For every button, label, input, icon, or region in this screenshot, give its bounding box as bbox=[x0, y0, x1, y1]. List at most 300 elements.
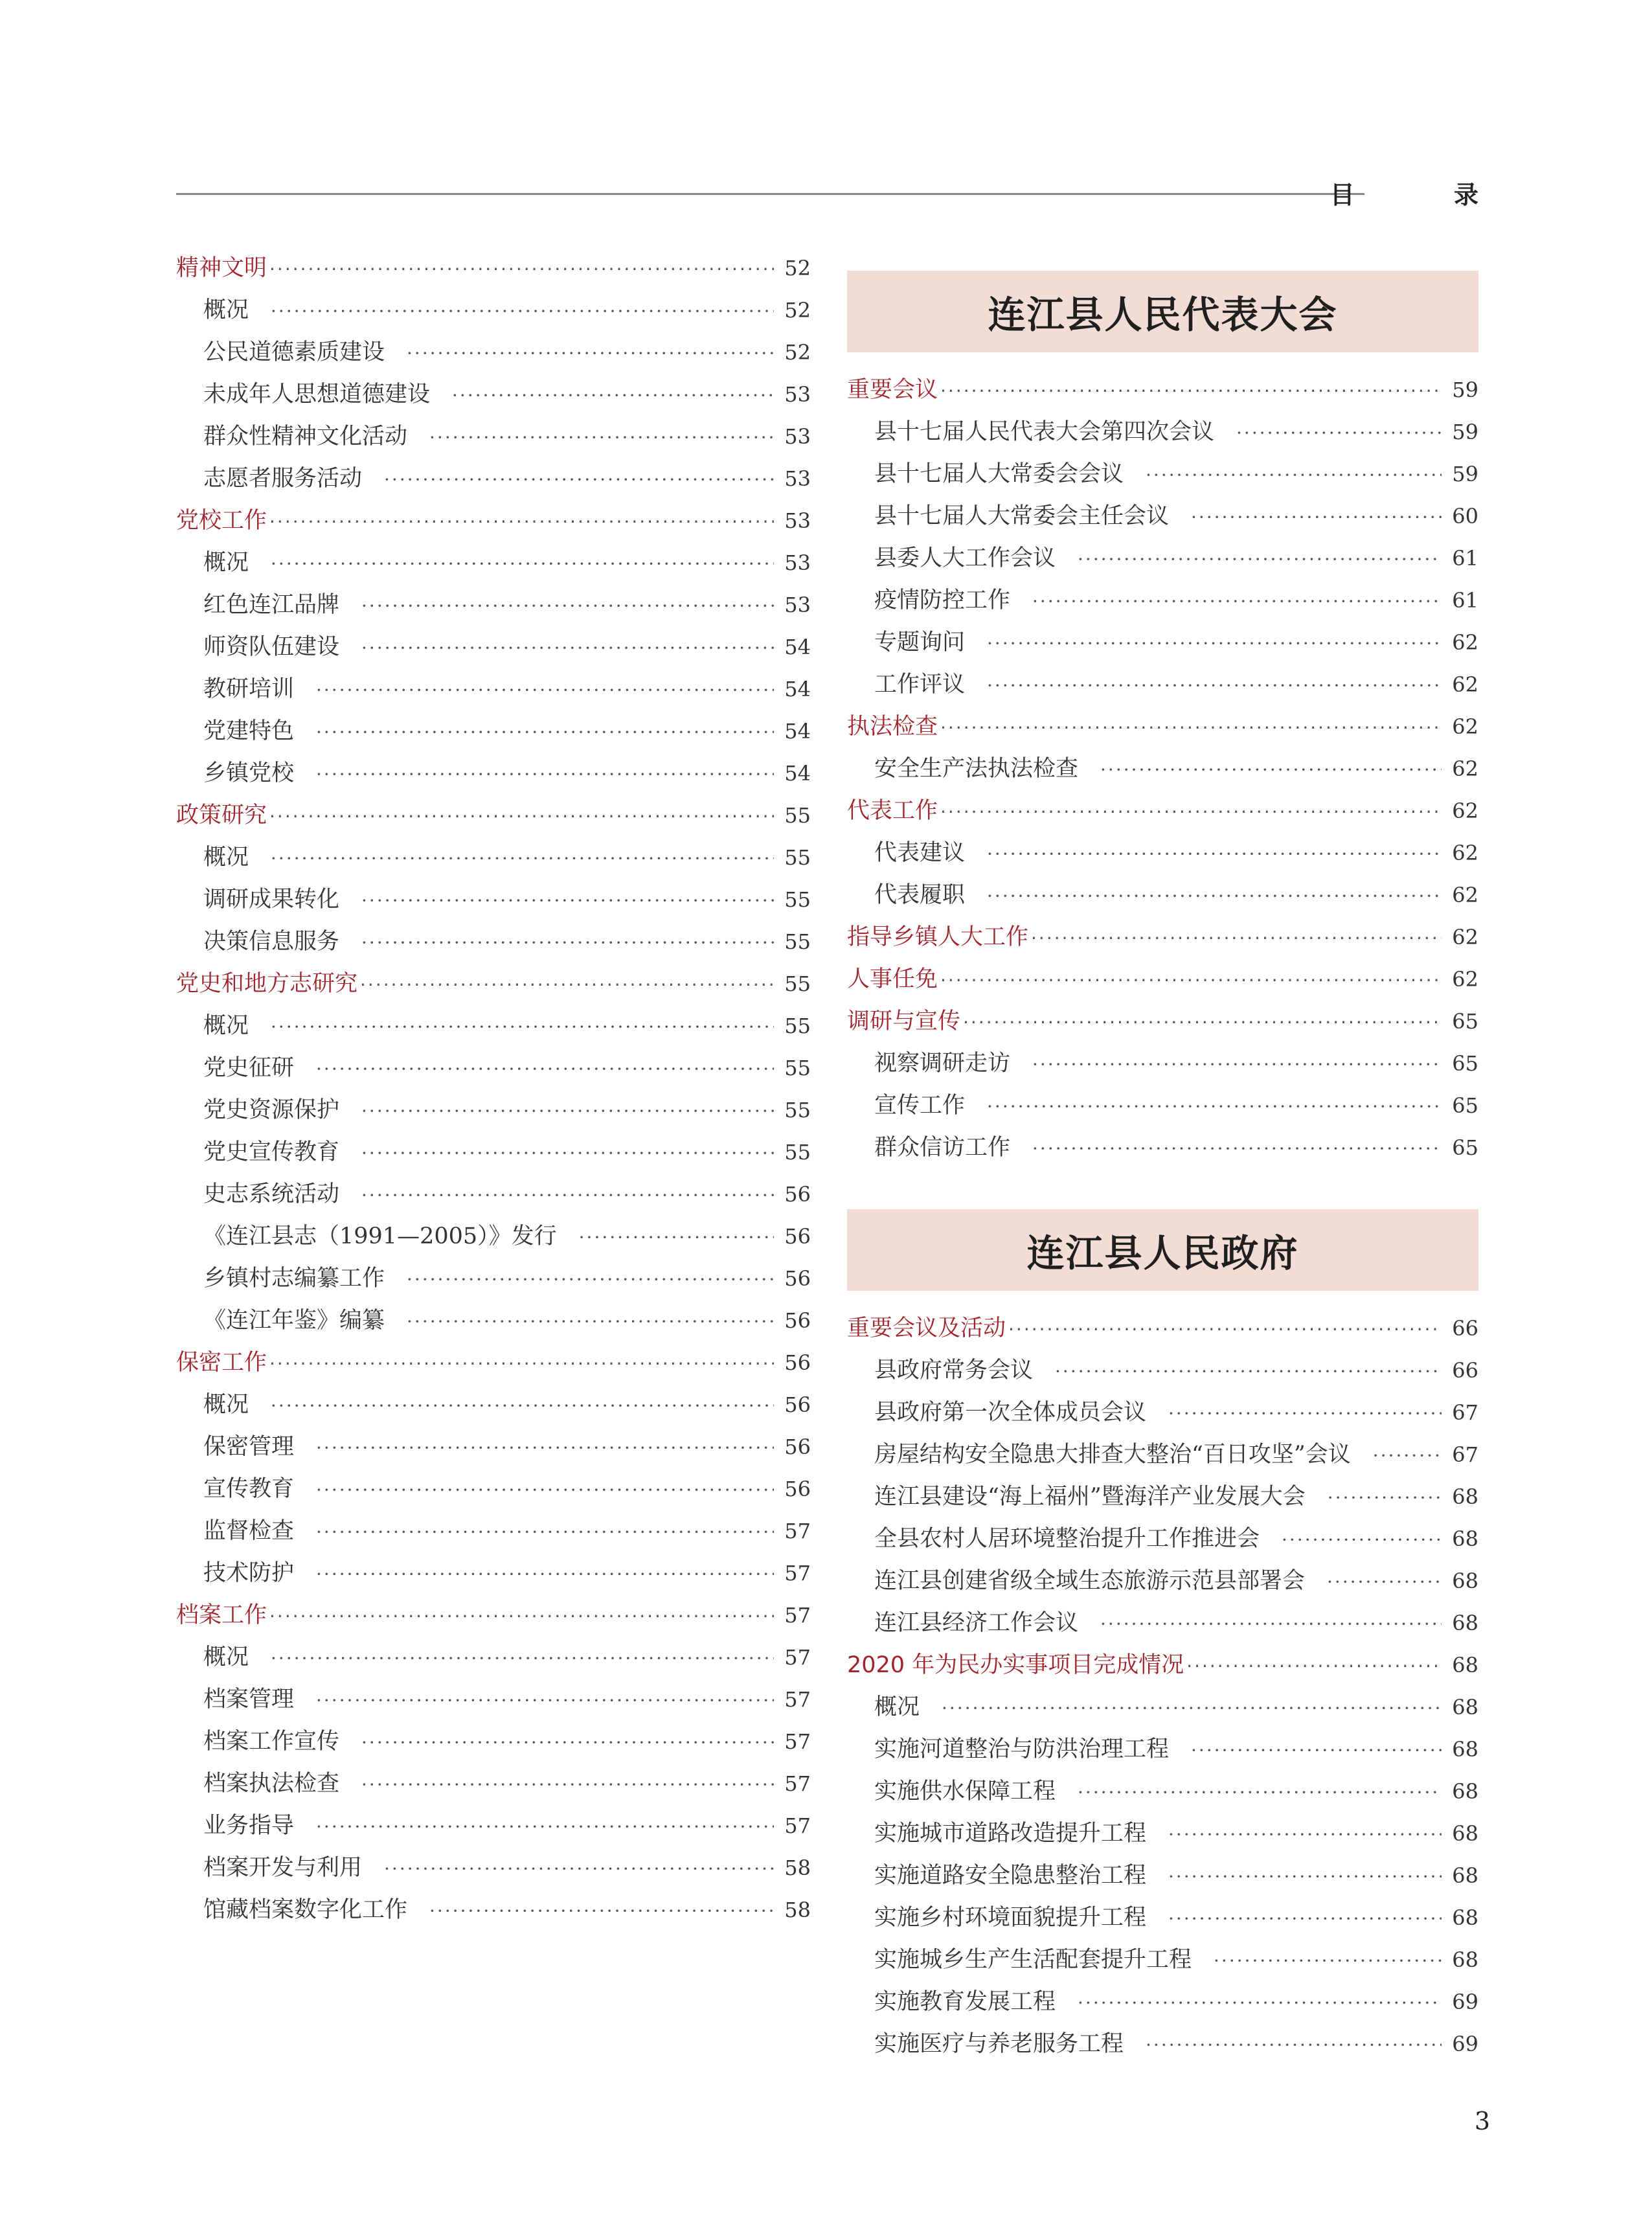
toc-item-entry[interactable] bbox=[176, 584, 811, 626]
dot-leader bbox=[361, 1174, 774, 1216]
dot-leader bbox=[269, 1595, 774, 1637]
toc-page-number: 68 bbox=[1452, 1569, 1478, 1593]
dot-leader bbox=[1168, 1856, 1442, 1898]
dot-leader bbox=[361, 1132, 774, 1174]
dot-leader bbox=[1282, 1519, 1442, 1561]
toc-page-number: 53 bbox=[784, 466, 811, 491]
toc-entry-label: 《连江县志（1991—2005）》发行 bbox=[203, 1223, 557, 1249]
dot-leader bbox=[1008, 1308, 1442, 1350]
toc-entry-label: 党史和地方志研究 bbox=[176, 971, 358, 997]
dot-leader bbox=[1031, 917, 1442, 959]
toc-entry-label: 连江县建设“海上福州”暨海洋产业发展大会 bbox=[874, 1484, 1306, 1510]
toc-page-number: 67 bbox=[1452, 1442, 1478, 1467]
toc-page-number: 55 bbox=[784, 1140, 811, 1164]
toc-item-entry[interactable] bbox=[176, 1131, 811, 1174]
toc-item-entry[interactable] bbox=[847, 1855, 1478, 1897]
toc-page-number: 68 bbox=[1452, 1527, 1478, 1551]
toc-item-entry[interactable] bbox=[847, 1729, 1478, 1771]
toc-page-number: 56 bbox=[784, 1350, 811, 1375]
toc-entry-label: 保密工作 bbox=[176, 1350, 267, 1376]
toc-entry-label: 乡镇村志编纂工作 bbox=[203, 1266, 385, 1291]
toc-page-number: 54 bbox=[784, 719, 811, 744]
toc-entry-label: 精神文明 bbox=[176, 255, 267, 281]
toc-item-entry[interactable] bbox=[847, 1771, 1478, 1813]
toc-entry-label: 红色连江品牌 bbox=[203, 592, 340, 618]
toc-item-entry[interactable] bbox=[847, 580, 1478, 622]
toc-entry-label: 党史宣传教育 bbox=[203, 1139, 340, 1165]
dot-leader bbox=[1146, 2024, 1442, 2066]
toc-entry-label: 房屋结构安全隐患大排查大整治“百日攻坚”会议 bbox=[874, 1442, 1351, 1468]
toc-item-entry[interactable] bbox=[176, 1679, 811, 1721]
dot-leader bbox=[987, 875, 1442, 917]
toc-item-entry[interactable] bbox=[847, 1127, 1478, 1169]
toc-item-entry[interactable] bbox=[847, 1687, 1478, 1729]
toc-page-number: 57 bbox=[784, 1813, 811, 1838]
toc-item-entry[interactable] bbox=[847, 1434, 1478, 1476]
dot-leader bbox=[1078, 538, 1442, 580]
toc-page-number: 57 bbox=[784, 1519, 811, 1543]
toc-page-number: 58 bbox=[784, 1898, 811, 1922]
dot-leader bbox=[269, 1343, 774, 1385]
dot-leader bbox=[1191, 1729, 1442, 1771]
toc-entry-label: 未成年人思想道德建设 bbox=[203, 381, 431, 407]
toc-group-congress bbox=[847, 369, 1478, 1169]
toc-page-number: 57 bbox=[784, 1645, 811, 1670]
toc-entry-label: 实施道路安全隐患整治工程 bbox=[874, 1863, 1147, 1889]
dot-leader bbox=[987, 1085, 1442, 1128]
toc-item-entry[interactable] bbox=[176, 1426, 811, 1468]
toc-entry-label: 概况 bbox=[203, 845, 249, 870]
toc-entry-label: 公民道德素质建设 bbox=[203, 339, 385, 365]
toc-page-number: 66 bbox=[1452, 1316, 1478, 1341]
toc-item-entry[interactable] bbox=[176, 290, 811, 332]
dot-leader bbox=[1168, 1898, 1442, 1940]
toc-entry-label: 教研培训 bbox=[203, 676, 295, 702]
dot-leader bbox=[452, 374, 774, 416]
toc-entry-label: 安全生产法执法检查 bbox=[874, 756, 1079, 782]
dot-leader bbox=[269, 795, 774, 837]
dot-leader bbox=[361, 1090, 774, 1132]
toc-item-entry[interactable] bbox=[847, 1085, 1478, 1127]
toc-page-number: 56 bbox=[784, 1224, 811, 1249]
toc-item-entry[interactable] bbox=[176, 879, 811, 921]
dot-leader bbox=[384, 459, 774, 501]
toc-entry-label: 县十七届人大常委会会议 bbox=[874, 461, 1124, 487]
toc-item-entry[interactable] bbox=[847, 748, 1478, 790]
toc-section-entry[interactable] bbox=[176, 795, 811, 837]
dot-leader bbox=[407, 1258, 774, 1300]
toc-page-number: 68 bbox=[1452, 1948, 1478, 1972]
toc-item-entry[interactable] bbox=[176, 1468, 811, 1510]
toc-item-entry[interactable] bbox=[176, 1889, 811, 1931]
dot-leader bbox=[384, 1848, 774, 1890]
toc-entry-label: 连江县经济工作会议 bbox=[874, 1610, 1079, 1636]
dot-leader bbox=[271, 1637, 774, 1679]
toc-entry-label: 实施城市道路改造提升工程 bbox=[874, 1821, 1147, 1846]
toc-entry-label: 概况 bbox=[203, 1013, 249, 1039]
toc-section-entry[interactable] bbox=[847, 959, 1478, 1001]
toc-page-number: 56 bbox=[784, 1392, 811, 1417]
toc-page-number: 55 bbox=[784, 887, 811, 912]
toc-item-entry[interactable] bbox=[847, 1939, 1478, 1981]
toc-entry-label: 档案工作宣传 bbox=[203, 1729, 340, 1755]
toc-item-entry[interactable] bbox=[176, 710, 811, 753]
toc-page-number: 55 bbox=[784, 1056, 811, 1080]
header-title: 目 录 bbox=[1330, 180, 1524, 209]
toc-page-number: 68 bbox=[1452, 1779, 1478, 1804]
dot-leader bbox=[361, 585, 774, 627]
toc-entry-label: 实施供水保障工程 bbox=[874, 1778, 1056, 1804]
dot-leader bbox=[429, 1890, 774, 1932]
toc-section-entry[interactable] bbox=[176, 500, 811, 542]
toc-entry-label: 档案开发与利用 bbox=[203, 1855, 363, 1881]
toc-item-entry[interactable] bbox=[847, 411, 1478, 453]
toc-entry-label: 群众信访工作 bbox=[874, 1135, 1011, 1161]
toc-entry-label: 代表建议 bbox=[874, 840, 966, 866]
toc-entry-label: 政策研究 bbox=[176, 802, 267, 828]
dot-leader bbox=[1236, 412, 1442, 454]
toc-page-number: 69 bbox=[1452, 1990, 1478, 2014]
toc-entry-label: 党史资源保护 bbox=[203, 1097, 340, 1123]
dot-leader bbox=[1168, 1813, 1442, 1856]
toc-entry-label: 工作评议 bbox=[874, 672, 966, 698]
toc-section-entry[interactable] bbox=[847, 369, 1478, 411]
dot-leader bbox=[361, 880, 774, 922]
toc-item-entry[interactable] bbox=[176, 1258, 811, 1300]
section-banner-government: 连江县人民政府 bbox=[847, 1209, 1478, 1291]
toc-item-entry[interactable] bbox=[847, 1043, 1478, 1085]
dot-leader bbox=[1191, 496, 1442, 538]
toc-section-entry[interactable] bbox=[847, 790, 1478, 832]
toc-item-entry[interactable] bbox=[847, 1350, 1478, 1392]
toc-item-entry[interactable] bbox=[847, 1476, 1478, 1518]
toc-page-number: 61 bbox=[1452, 546, 1478, 571]
toc-entry-label: 疫情防控工作 bbox=[874, 587, 1011, 613]
toc-item-entry[interactable] bbox=[176, 1721, 811, 1763]
toc-page-number: 66 bbox=[1452, 1358, 1478, 1383]
toc-item-entry[interactable] bbox=[176, 1510, 811, 1552]
toc-page-number: 59 bbox=[1452, 378, 1478, 402]
toc-item-entry[interactable] bbox=[847, 1518, 1478, 1560]
toc-entry-label: 概况 bbox=[874, 1694, 920, 1720]
dot-leader bbox=[269, 248, 774, 290]
toc-page-number: 62 bbox=[1452, 672, 1478, 697]
toc-item-entry[interactable] bbox=[176, 1552, 811, 1595]
dot-leader bbox=[1186, 1645, 1442, 1687]
dot-leader bbox=[271, 290, 774, 332]
dot-leader bbox=[360, 964, 774, 1006]
toc-section-entry[interactable] bbox=[847, 916, 1478, 959]
toc-entry-label: 连江县创建省级全域生态旅游示范县部署会 bbox=[874, 1568, 1306, 1594]
dot-leader bbox=[987, 833, 1442, 875]
toc-page-number: 57 bbox=[784, 1561, 811, 1585]
toc-page-number: 68 bbox=[1452, 1821, 1478, 1846]
toc-item-entry[interactable] bbox=[176, 1637, 811, 1679]
toc-entry-label: 宣传教育 bbox=[203, 1476, 295, 1502]
toc-section-entry[interactable] bbox=[176, 963, 811, 1005]
toc-entry-label: 2020 年为民办实事项目完成情况 bbox=[847, 1652, 1184, 1678]
toc-item-entry[interactable] bbox=[176, 753, 811, 795]
toc-entry-label: 决策信息服务 bbox=[203, 929, 340, 955]
toc-page-number: 65 bbox=[1452, 1093, 1478, 1118]
toc-entry-label: 业务指导 bbox=[203, 1813, 295, 1839]
toc-item-entry[interactable] bbox=[847, 1560, 1478, 1602]
toc-page-number: 62 bbox=[1452, 967, 1478, 992]
toc-item-entry[interactable] bbox=[847, 538, 1478, 580]
toc-page-number: 53 bbox=[784, 382, 811, 407]
toc-page-number: 57 bbox=[784, 1729, 811, 1754]
toc-item-entry[interactable] bbox=[176, 1300, 811, 1342]
dot-leader bbox=[1100, 1603, 1442, 1645]
toc-page-number: 53 bbox=[784, 424, 811, 449]
toc-item-entry[interactable] bbox=[176, 458, 811, 500]
toc-entry-label: 县政府常务会议 bbox=[874, 1357, 1034, 1383]
toc-entry-label: 史志系统活动 bbox=[203, 1181, 340, 1207]
toc-page-number: 57 bbox=[784, 1687, 811, 1712]
toc-item-entry[interactable] bbox=[176, 837, 811, 879]
toc-entry-label: 《连江年鉴》编纂 bbox=[203, 1308, 385, 1334]
toc-item-entry[interactable] bbox=[176, 1005, 811, 1047]
toc-entry-label: 专题询问 bbox=[874, 630, 966, 655]
dot-leader bbox=[940, 707, 1442, 749]
toc-page-number: 55 bbox=[784, 929, 811, 954]
dot-leader bbox=[1168, 1392, 1442, 1435]
toc-item-entry[interactable] bbox=[847, 832, 1478, 874]
toc-entry-label: 人事任免 bbox=[847, 966, 938, 992]
dot-leader bbox=[1328, 1477, 1442, 1519]
toc-page-number: 52 bbox=[784, 298, 811, 323]
toc-entry-label: 实施河道整治与防洪治理工程 bbox=[874, 1736, 1170, 1762]
toc-entry-label: 重要会议及活动 bbox=[847, 1315, 1006, 1341]
toc-page-number: 56 bbox=[784, 1308, 811, 1333]
toc-entry-label: 概况 bbox=[203, 1644, 249, 1670]
toc-page-number: 65 bbox=[1452, 1135, 1478, 1160]
toc-page-number: 68 bbox=[1452, 1695, 1478, 1720]
toc-item-entry[interactable] bbox=[847, 1981, 1478, 2023]
toc-page-number: 57 bbox=[784, 1603, 811, 1628]
right-toc-column bbox=[847, 247, 1478, 2065]
toc-section-entry[interactable] bbox=[847, 706, 1478, 748]
toc-item-entry[interactable] bbox=[176, 374, 811, 416]
toc-entry-label: 党建特色 bbox=[203, 718, 295, 744]
toc-entry-label: 县政府第一次全体成员会议 bbox=[874, 1400, 1147, 1425]
dot-leader bbox=[361, 922, 774, 964]
toc-item-entry[interactable] bbox=[176, 1089, 811, 1131]
dot-leader bbox=[316, 1679, 774, 1721]
toc-item-entry[interactable] bbox=[847, 1392, 1478, 1434]
dot-leader bbox=[316, 1469, 774, 1511]
toc-page-number: 62 bbox=[1452, 883, 1478, 907]
toc-entry-label: 调研成果转化 bbox=[203, 887, 340, 913]
toc-entry-label: 师资队伍建设 bbox=[203, 634, 340, 660]
toc-item-entry[interactable] bbox=[176, 332, 811, 374]
toc-entry-label: 代表工作 bbox=[847, 798, 938, 824]
toc-entry-label: 实施乡村环境面貌提升工程 bbox=[874, 1905, 1147, 1931]
dot-leader bbox=[316, 1048, 774, 1090]
toc-page-number: 55 bbox=[784, 1014, 811, 1038]
dot-leader bbox=[361, 627, 774, 669]
toc-item-entry[interactable] bbox=[176, 1047, 811, 1089]
toc-page-number: 61 bbox=[1452, 588, 1478, 613]
toc-entry-label: 县十七届人大常委会主任会议 bbox=[874, 503, 1170, 529]
toc-page-number: 56 bbox=[784, 1182, 811, 1207]
toc-entry-label: 视察调研走访 bbox=[874, 1051, 1011, 1076]
dot-leader bbox=[316, 1511, 774, 1553]
toc-entry-label: 保密管理 bbox=[203, 1434, 295, 1460]
toc-page-number: 52 bbox=[784, 340, 811, 365]
toc-page-number: 68 bbox=[1452, 1653, 1478, 1677]
toc-page-number: 62 bbox=[1452, 630, 1478, 655]
toc-item-entry[interactable] bbox=[847, 495, 1478, 538]
toc-page-number: 54 bbox=[784, 761, 811, 786]
toc-item-entry[interactable] bbox=[847, 453, 1478, 495]
toc-page-number: 67 bbox=[1452, 1400, 1478, 1425]
toc-page-number: 55 bbox=[784, 971, 811, 996]
toc-page-number: 55 bbox=[784, 845, 811, 870]
dot-leader bbox=[316, 669, 774, 711]
toc-page-number: 59 bbox=[1452, 462, 1478, 486]
toc-entry-label: 全县农村人居环境整治提升工作推进会 bbox=[874, 1526, 1260, 1552]
dot-leader bbox=[407, 1300, 774, 1343]
toc-page-number: 68 bbox=[1452, 1611, 1478, 1635]
dot-leader bbox=[407, 332, 774, 374]
toc-item-entry[interactable] bbox=[847, 2023, 1478, 2065]
dot-leader bbox=[269, 501, 774, 543]
toc-section-entry[interactable] bbox=[847, 1001, 1478, 1043]
dot-leader bbox=[1373, 1435, 1442, 1477]
toc-item-entry[interactable] bbox=[176, 626, 811, 668]
dot-leader bbox=[316, 1553, 774, 1595]
toc-entry-label: 档案工作 bbox=[176, 1602, 267, 1628]
dot-leader bbox=[271, 1006, 774, 1048]
toc-page-number: 57 bbox=[784, 1771, 811, 1796]
toc-page-number: 68 bbox=[1452, 1484, 1478, 1509]
dot-leader bbox=[1327, 1561, 1442, 1603]
toc-entry-label: 监督检查 bbox=[203, 1518, 295, 1544]
toc-page-number: 69 bbox=[1452, 2032, 1478, 2056]
toc-page-number: 53 bbox=[784, 508, 811, 533]
toc-page-number: 53 bbox=[784, 593, 811, 617]
dot-leader bbox=[1078, 1771, 1442, 1813]
toc-item-entry[interactable] bbox=[176, 1847, 811, 1889]
toc-entry-label: 技术防护 bbox=[203, 1560, 295, 1586]
dot-leader bbox=[963, 1001, 1442, 1043]
toc-entry-label: 档案管理 bbox=[203, 1687, 295, 1712]
toc-entry-label: 执法检查 bbox=[847, 714, 938, 740]
toc-entry-label: 调研与宣传 bbox=[847, 1008, 961, 1034]
dot-leader bbox=[271, 837, 774, 880]
dot-leader bbox=[940, 959, 1442, 1001]
left-toc-column bbox=[176, 247, 811, 1931]
toc-entry-label: 馆藏档案数字化工作 bbox=[203, 1897, 408, 1923]
dot-leader bbox=[316, 711, 774, 753]
dot-leader bbox=[1032, 1128, 1442, 1170]
dot-leader bbox=[271, 543, 774, 585]
toc-item-entry[interactable] bbox=[847, 664, 1478, 706]
toc-section-entry[interactable] bbox=[847, 1308, 1478, 1350]
toc-item-entry[interactable] bbox=[176, 1763, 811, 1805]
toc-page-number: 60 bbox=[1452, 504, 1478, 528]
toc-page-number: 55 bbox=[784, 1098, 811, 1122]
toc-entry-label: 重要会议 bbox=[847, 377, 938, 403]
toc-item-entry[interactable] bbox=[176, 416, 811, 458]
dot-leader bbox=[316, 1427, 774, 1469]
toc-entry-label: 县委人大工作会议 bbox=[874, 545, 1056, 571]
toc-entry-label: 实施教育发展工程 bbox=[874, 1989, 1056, 2015]
dot-leader bbox=[1146, 454, 1442, 496]
toc-page-number: 62 bbox=[1452, 756, 1478, 781]
toc-entry-label: 实施城乡生产生活配套提升工程 bbox=[874, 1947, 1192, 1973]
toc-entry-label: 指导乡镇人大工作 bbox=[847, 924, 1029, 950]
toc-page-number: 54 bbox=[784, 677, 811, 701]
toc-page-number: 65 bbox=[1452, 1009, 1478, 1034]
toc-item-entry[interactable] bbox=[176, 1384, 811, 1426]
dot-leader bbox=[1100, 749, 1442, 791]
toc-entry-label: 志愿者服务活动 bbox=[203, 466, 363, 492]
header-rule bbox=[176, 193, 1364, 195]
toc-item-entry[interactable] bbox=[176, 1174, 811, 1216]
toc-item-entry[interactable] bbox=[176, 1216, 811, 1258]
toc-item-entry[interactable] bbox=[847, 622, 1478, 664]
toc-page-number: 59 bbox=[1452, 420, 1478, 444]
dot-leader bbox=[1055, 1350, 1442, 1392]
toc-item-entry[interactable] bbox=[176, 668, 811, 710]
toc-entry-label: 概况 bbox=[203, 1392, 249, 1418]
toc-item-entry[interactable] bbox=[847, 1897, 1478, 1939]
toc-entry-label: 党史征研 bbox=[203, 1055, 295, 1081]
toc-page-number: 65 bbox=[1452, 1051, 1478, 1076]
toc-item-entry[interactable] bbox=[847, 874, 1478, 916]
toc-page-number: 62 bbox=[1452, 714, 1478, 739]
toc-page-number: 55 bbox=[784, 803, 811, 828]
toc-entry-label: 概况 bbox=[203, 297, 249, 323]
dot-leader bbox=[940, 370, 1442, 412]
toc-page-number: 62 bbox=[1452, 925, 1478, 949]
dot-leader bbox=[987, 664, 1442, 707]
toc-item-entry[interactable] bbox=[847, 1602, 1478, 1644]
toc-section-entry[interactable] bbox=[176, 1595, 811, 1637]
toc-entry-label: 县十七届人民代表大会第四次会议 bbox=[874, 419, 1215, 445]
toc-page-number: 62 bbox=[1452, 799, 1478, 823]
toc-page-number: 56 bbox=[784, 1266, 811, 1291]
toc-item-entry[interactable] bbox=[176, 1805, 811, 1847]
toc-entry-label: 宣传工作 bbox=[874, 1093, 966, 1119]
dot-leader bbox=[1032, 1043, 1442, 1085]
section-banner-congress: 连江县人民代表大会 bbox=[847, 271, 1478, 352]
dot-leader bbox=[316, 1806, 774, 1848]
toc-page-number: 62 bbox=[1452, 841, 1478, 865]
toc-entry-label: 实施医疗与养老服务工程 bbox=[874, 2031, 1124, 2057]
toc-entry-label: 群众性精神文化活动 bbox=[203, 424, 408, 449]
toc-page-number: 58 bbox=[784, 1856, 811, 1880]
toc-page-number: 68 bbox=[1452, 1905, 1478, 1930]
toc-page-number: 56 bbox=[784, 1435, 811, 1459]
toc-page-number: 54 bbox=[784, 635, 811, 659]
toc-section-entry[interactable] bbox=[847, 1644, 1478, 1687]
toc-section-entry[interactable] bbox=[176, 1342, 811, 1384]
toc-item-entry[interactable] bbox=[176, 542, 811, 584]
toc-page-number: 53 bbox=[784, 551, 811, 575]
toc-group-government bbox=[847, 1308, 1478, 2065]
dot-leader bbox=[1214, 1940, 1442, 1982]
dot-leader bbox=[429, 416, 774, 459]
toc-item-entry[interactable] bbox=[847, 1813, 1478, 1855]
toc-entry-label: 概况 bbox=[203, 550, 249, 576]
dot-leader bbox=[940, 791, 1442, 833]
toc-item-entry[interactable] bbox=[176, 921, 811, 963]
toc-section-entry[interactable] bbox=[176, 247, 811, 290]
dot-leader bbox=[579, 1216, 775, 1258]
